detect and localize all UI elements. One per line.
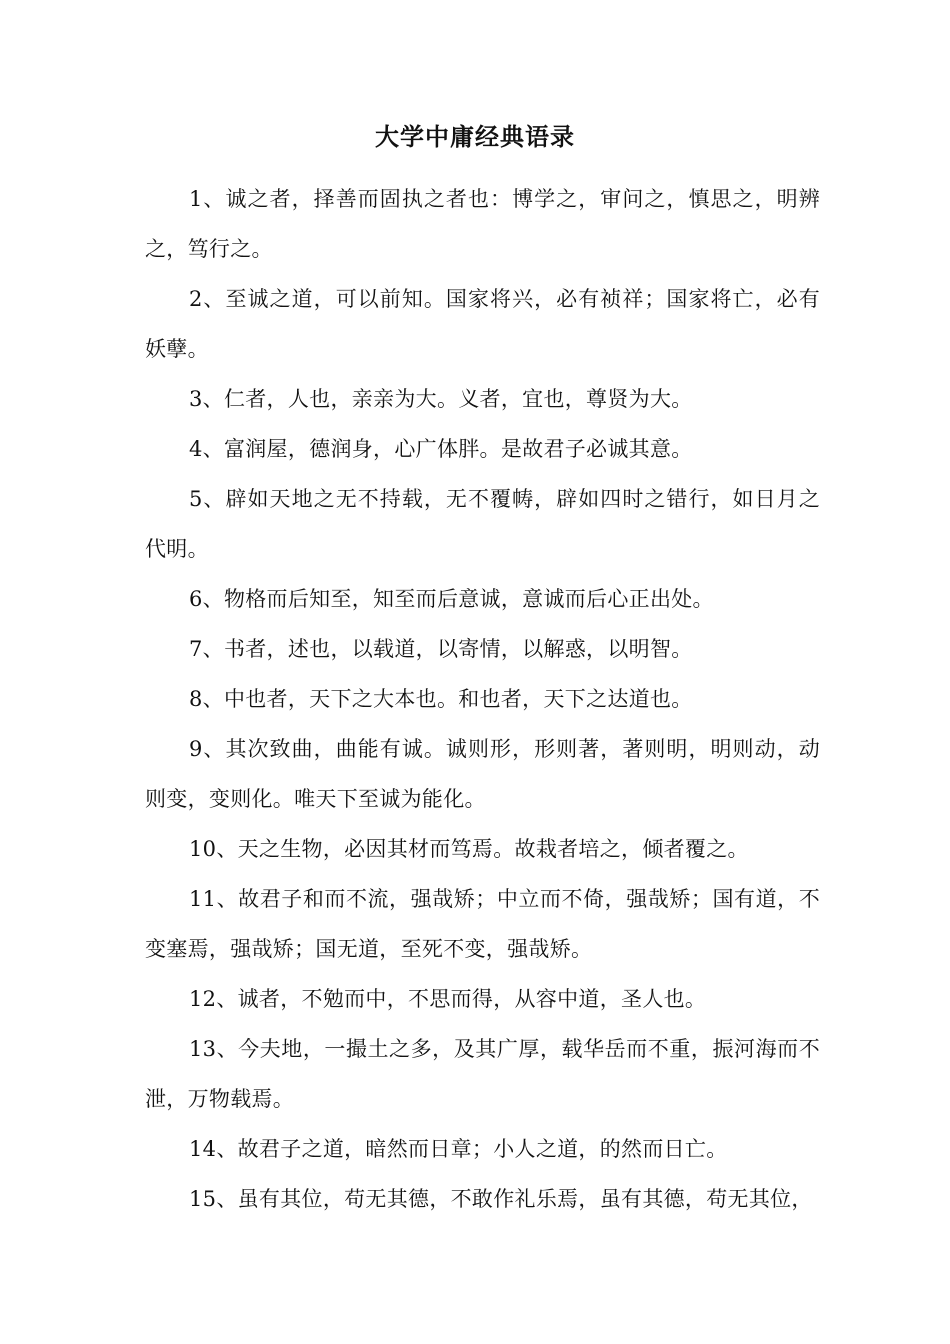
quote-paragraph-7: 7、书者，述也，以载道，以寄情，以解惑，以明智。 (189, 637, 693, 661)
quote-paragraph-6: 6、物格而后知至，知至而后意诚，意诚而后心正出处。 (189, 587, 714, 611)
quote-paragraph-14: 14、故君子之道，暗然而日章；小人之道，的然而日亡。 (189, 1137, 728, 1161)
quote-paragraph-1: 1、诚之者，择善而固执之者也：博学之，审问之，慎思之，明辨之，笃行之。 (145, 187, 820, 261)
document-body (145, 174, 820, 1224)
quote-paragraph-13: 13、今夫地，一撮土之多，及其广厚，载华岳而不重，振河海而不泄，万物载焉。 (145, 1037, 820, 1111)
quote-paragraph-9: 9、其次致曲，曲能有诚。诚则形，形则著，著则明，明则动，动则变，变则化。唯天下至诚为能化。 (145, 737, 820, 811)
quote-paragraph-15: 15、虽有其位，苟无其德，不敢作礼乐焉，虽有其德，苟无其位， (189, 1187, 813, 1211)
quote-paragraph-2: 2、至诚之道，可以前知。国家将兴，必有祯祥；国家将亡，必有妖孽。 (145, 287, 820, 361)
quote-paragraph-4: 4、富润屋，德润身，心广体胖。是故君子必诚其意。 (189, 437, 693, 461)
quote-paragraph-8: 8、中也者，天下之大本也。和也者，天下之达道也。 (189, 687, 693, 711)
quote-paragraph-3: 3、仁者，人也，亲亲为大。义者，宜也，尊贤为大。 (189, 387, 693, 411)
quote-paragraph-5: 5、辟如天地之无不持载，无不覆帱，辟如四时之错行，如日月之代明。 (145, 487, 820, 561)
document-title: 大学中庸经典语录 (375, 123, 575, 151)
quote-paragraph-11: 11、故君子和而不流，强哉矫；中立而不倚，强哉矫；国有道，不变塞焉，强哉矫；国无道，至死不变，强哉矫。 (145, 887, 820, 961)
quote-paragraph-12: 12、诚者，不勉而中，不思而得，从容中道，圣人也。 (189, 987, 707, 1011)
quote-paragraph-10: 10、天之生物，必因其材而笃焉。故栽者培之，倾者覆之。 (189, 837, 749, 861)
